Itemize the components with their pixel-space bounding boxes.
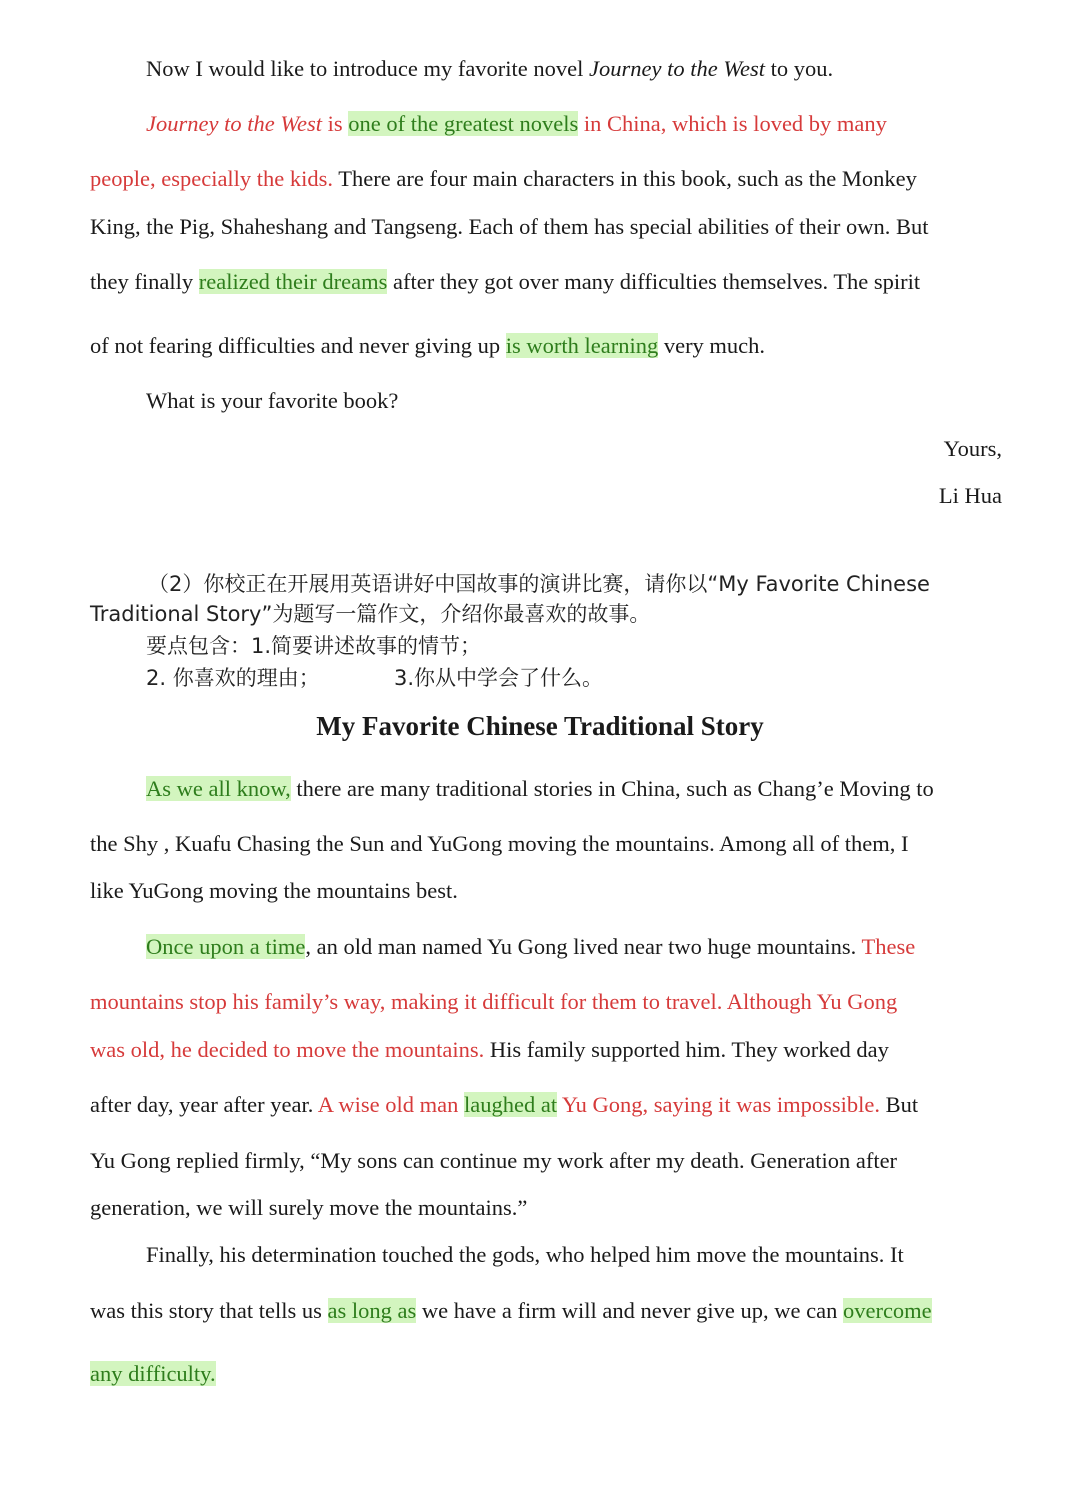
- letter-intro-line: Now I would like to introduce my favorite novel Journey to the West to you.: [146, 56, 834, 81]
- letter-p1-line5: of not fearing difficulties and never giving up is worth learning very much.: [90, 333, 766, 358]
- task-requirements-line2b: 3.你从中学会了什么。: [394, 666, 604, 690]
- essay-p3-line3: [90, 1359, 1002, 1389]
- task-prompt-line2: Traditional Story”为题写一篇作文，介绍你最喜欢的故事。: [90, 602, 651, 626]
- essay-p2-line3: was old, he decided to move the mountains. His family supported him. They worked day: [90, 1037, 889, 1062]
- essay-title: My Favorite Chinese Traditional Story: [316, 711, 764, 741]
- essay-p1-line2: the Shy , Kuafu Chasing the Sun and YuGong moving the mountains. Among all of them, I: [90, 831, 909, 856]
- essay-p2-line2: mountains stop his family’s way, making it difficult for them to travel. Although Yu Gong: [90, 989, 898, 1014]
- highlight-phrase: realized their dreams: [198, 269, 388, 294]
- red-text: people, especially the kids.: [90, 166, 334, 191]
- essay-p2-line6: generation, we will surely move the mountains.”: [90, 1195, 528, 1220]
- highlight-phrase: one of the greatest novels: [348, 111, 579, 136]
- task-prompt-line1: （2）你校正在开展用英语讲好中国故事的演讲比赛，请你以“My Favorite Chinese: [148, 572, 930, 596]
- essay-p3-line2: was this story that tells us as long as we have a firm will and never give up, we can overcome: [90, 1298, 932, 1323]
- letter-p1-line2: people, especially the kids. There are four main characters in this book, such as the Monkey: [90, 166, 917, 191]
- book-title: Journey to the West: [589, 56, 766, 81]
- task-requirements-line1: 要点包含：1.简要讲述故事的情节；: [146, 634, 482, 658]
- red-text: A wise old man: [317, 1092, 465, 1117]
- highlight-phrase: laughed at: [464, 1092, 558, 1117]
- essay-p2-line4: after day, year after year. A wise old man laughed at Yu Gong, saying it was impossible. But: [90, 1092, 919, 1117]
- letter-question: What is your favorite book?: [146, 388, 399, 413]
- letter-signature: Li Hua: [938, 483, 1002, 508]
- essay-p3-line1: Finally, his determination touched the gods, who helped him move the mountains. It: [146, 1242, 904, 1267]
- essay-p2-line1: Once upon a time, an old man named Yu Gong lived near two huge mountains. These: [146, 934, 916, 959]
- letter-p1-line3: King, the Pig, Shaheshang and Tangseng. Each of them has special abilities of their own. But: [90, 214, 929, 239]
- essay-p1-line1: As we all know, there are many traditional stories in China, such as Chang’e Moving to: [146, 776, 934, 801]
- highlight-phrase: As we all know,: [146, 776, 291, 801]
- letter-p1-line1: Journey to the West is one of the greatest novels in China, which is loved by many: [146, 111, 887, 136]
- letter-p1-line4: they finally realized their dreams after they got over many difficulties themselves. The spirit: [90, 269, 921, 294]
- highlight-phrase: any difficulty.: [90, 1361, 216, 1386]
- essay-p2-line5: Yu Gong replied firmly, “My sons can continue my work after my death. Generation after: [90, 1148, 898, 1173]
- task-requirements-line2a: 2. 你喜欢的理由；: [146, 666, 320, 690]
- red-text: Journey to the West: [146, 111, 323, 136]
- highlight-phrase: Once upon a time: [146, 934, 306, 959]
- red-text: These: [861, 934, 916, 959]
- highlight-phrase: overcome: [842, 1298, 932, 1323]
- essay-p1-line3: like YuGong moving the mountains best.: [90, 878, 458, 903]
- red-text: was old, he decided to move the mountains.: [90, 1037, 485, 1062]
- highlight-phrase: is worth learning: [505, 333, 659, 358]
- letter-closing: Yours,: [943, 436, 1002, 461]
- highlight-phrase: as long as: [327, 1298, 417, 1323]
